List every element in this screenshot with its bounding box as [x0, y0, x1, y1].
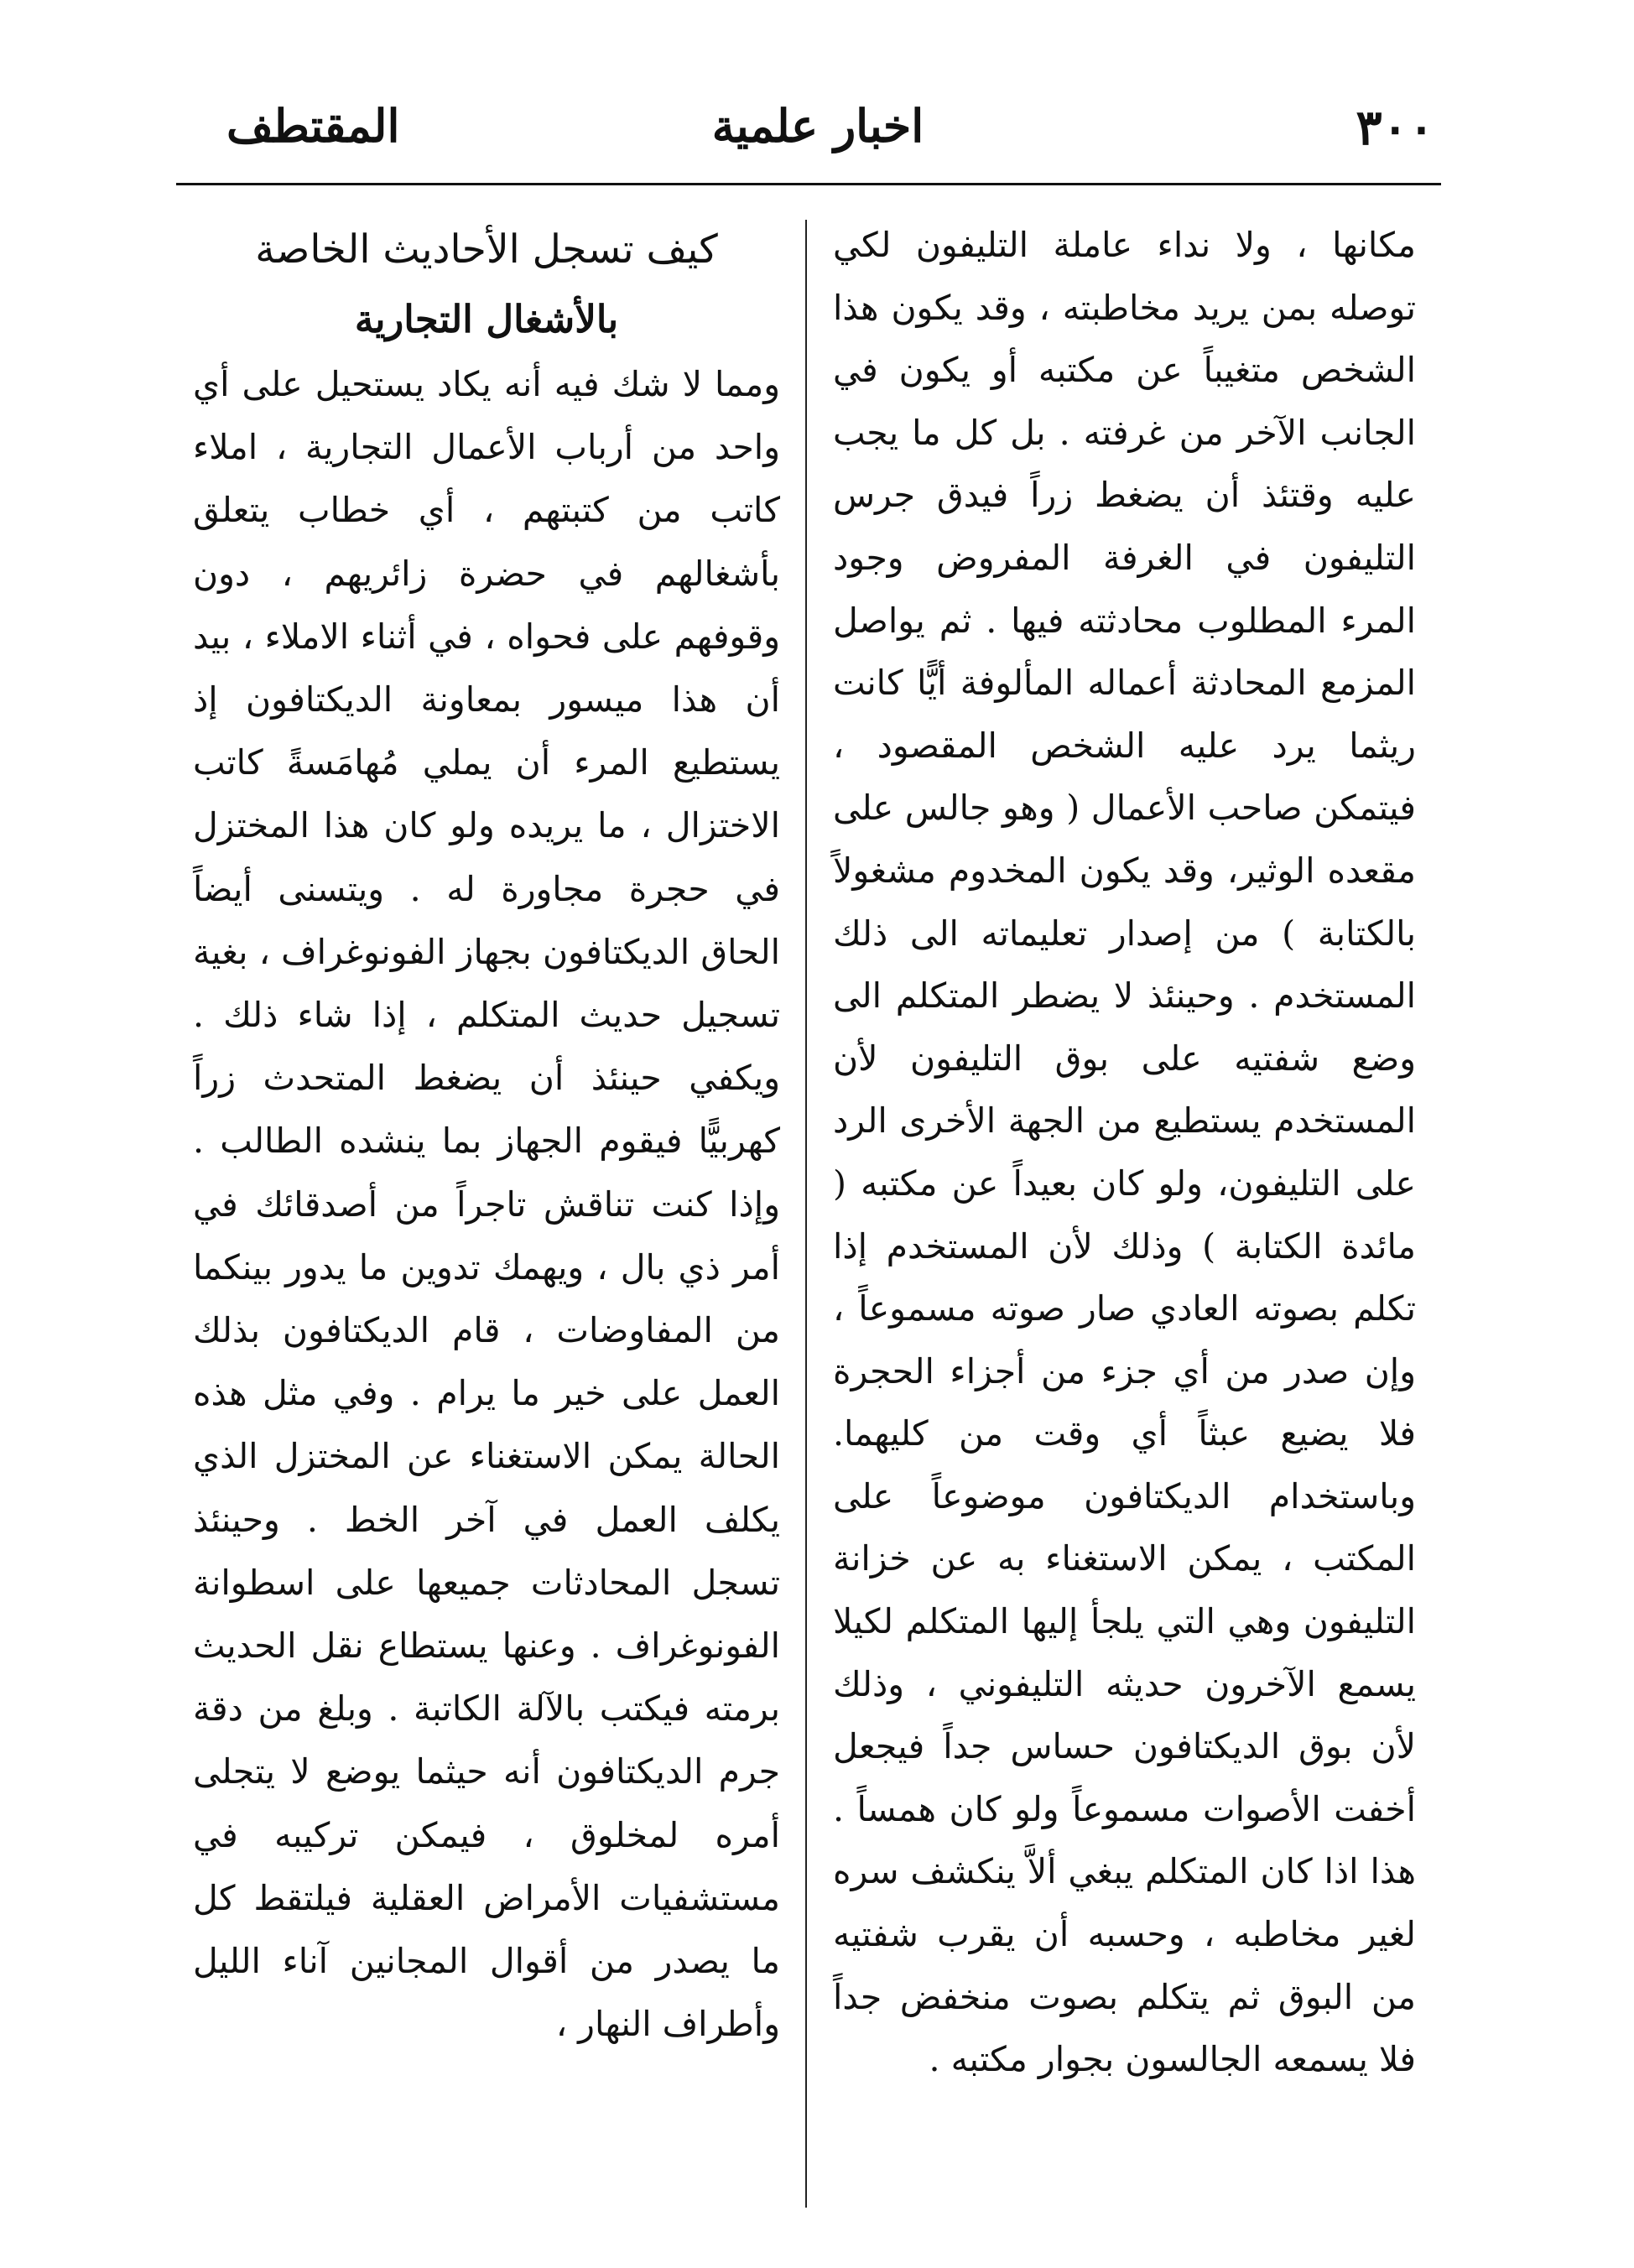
header-rule [176, 183, 1441, 185]
article-subtitle: بالأشغال التجارية [354, 297, 619, 341]
right-column-paragraph: مكانها ، ولا نداء عاملة التليفون لكي توصله بمن يريد مخاطبته ، وقد يكون هذا الشخص متغيباً عن مكتبه أو يكون في الجانب الآخر من غرفته . بل كل ما يجب عليه وقتئذ أن يضغط زراً فيدق جرس التليفون في الغرفة المفروض وجود المرء المطلوب محادثته فيها . ثم يواصل المزمع المحادثة أعماله المألوفة أيًّا كانت ريثما يرد عليه الشخص المقصود ، فيتمكن صاحب الأعمال ( وهو جالس على مقعده الوثير، وقد يكون المخدوم مشغولاً بالكتابة ) من إصدار تعليماته الى ذلك المستخدم . وحينئذ لا يضطر المتكلم الى وضع شفتيه على بوق التليفون لأن المستخدم يستطيع من الجهة الأخرى الرد على التليفون، ولو كان بعيداً عن مكتبه ( مائدة الكتابة ) وذلك لأن المستخدم إذا تكلم بصوته العادي صار صوته مسموعاً ، وإن صدر من أي جزء من أجزاء الحجرة فلا يضيع عبثاً أي وقت من كليهما. وباستخدام الديكتافون موضوعاً على المكتب ، يمكن الاستغناء به عن خزانة التليفون وهي التي يلجأ إليها المتكلم لكيلا يسمع الآخرون حديثه التليفوني ، وذلك لأن بوق الديكتافون حساس جداً فيجعل أخفت الأصوات مسموعاً ولو كان همساً . هذا اذا كان المتكلم يبغي ألاَّ ينكشف سره لغير مخاطبه ، وحسبه أن يقرب شفتيه من البوق ثم يتكلم بصوت منخفض جداً فلا يسمعه الجالسون بجوار مكتبه . [833, 225, 1416, 2080]
left-column [193, 214, 780, 2210]
column-divider [805, 220, 807, 2208]
left-column-paragraph: ومما لا شك فيه أنه يكاد يستحيل على أي واحد من أرباب الأعمال التجارية ، املاء كاتب من كتبتهم ، أي خطاب يتعلق بأشغالهم في حضرة زائريهم ، دون وقوفهم على فحواه ، في أثناء الاملاء ، بيد أن هذا ميسور بمعاونة الديكتافون إذ يستطيع المرء أن يملي مُهامَسةً كاتب الاختزال ، ما يريده ولو كان هذا المختزل في حجرة مجاورة له . ويتسنى أيضاً الحاق الديكتافون بجهاز الفونوغراف ، بغية تسجيل حديث المتكلم ، إذا شاء ذلك . ويكفي حينئذ أن يضغط المتحدث زراً كهربيًّا فيقوم الجهاز بما ينشده الطالب . وإذا كنت تناقش تاجراً من أصدقائك في أمر ذي بال ، ويهمك تدوين ما يدور بينكما من المفاوضات ، قام الديكتافون بذلك العمل على خير ما يرام . وفي مثل هذه الحالة يمكن الاستغناء عن المختزل الذي يكلف العمل في آخر الخط . وحينئذ تسجل المحادثات جميعها على اسطوانة الفونوغراف . وعنها يستطاع نقل الحديث برمته فيكتب بالآلة الكاتبة . وبلغ من دقة جرم الديكتافون أنه حيثما يوضع لا يتجلى أمره لمخلوق ، فيمكن تركيبه في مستشفيات الأمراض العقلية فيلتقط كل ما يصدر من أقوال المجانين آناء الليل وأطراف النهار ، [193, 364, 780, 2045]
journal-name: المقتطف [226, 99, 400, 153]
page-number: ٣٠٠ [1356, 99, 1434, 156]
section-title: اخبار علمية [711, 99, 924, 153]
article-title: كيف تسجل الأحاديث الخاصة [255, 226, 718, 273]
running-head [201, 99, 1434, 174]
right-column [833, 214, 1416, 2210]
